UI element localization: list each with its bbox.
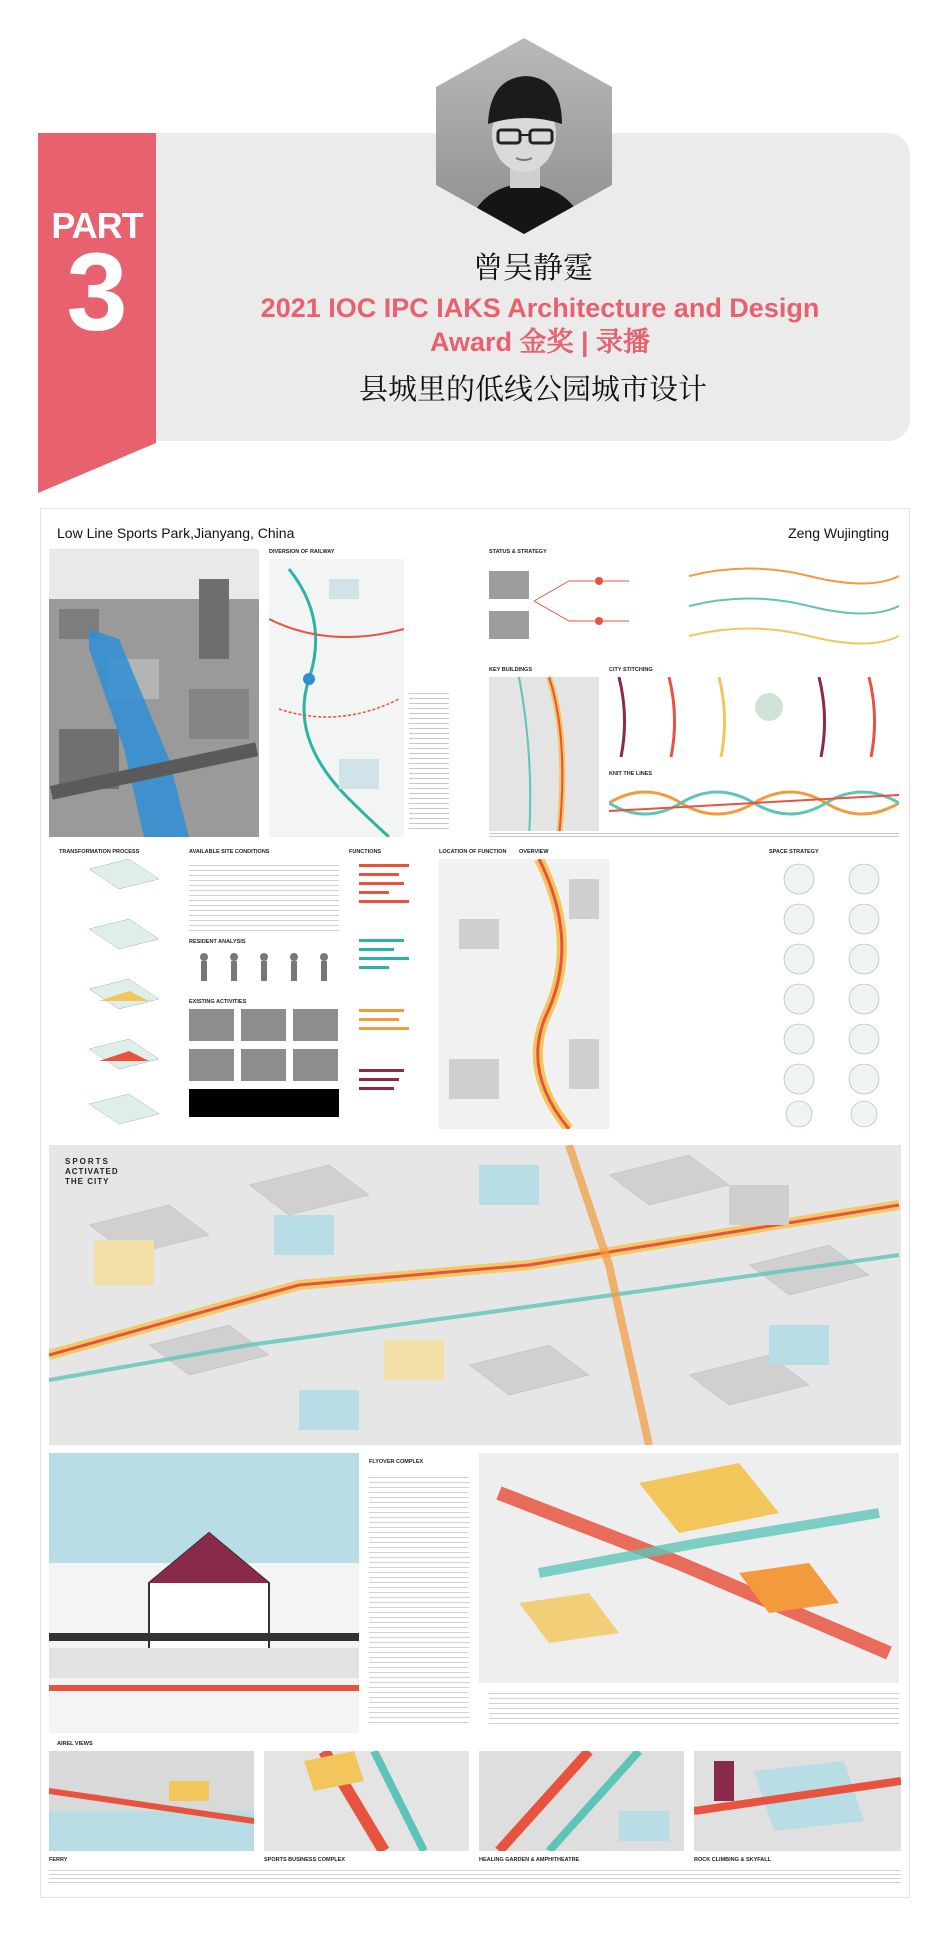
label-city-stitching: CITY STITCHING [609, 667, 653, 673]
flyover-axonometric [479, 1453, 899, 1683]
project-subtitle: 县城里的低线公园城市设计 [358, 372, 707, 406]
resident-figures [189, 949, 339, 989]
space-strategy-grid [769, 859, 899, 1129]
flyover-section [49, 1453, 359, 1733]
label-existing-activities: EXISTING ACTIVITIES [189, 999, 247, 1005]
text-column [369, 1473, 469, 1723]
label-activated: ACTIVATED [65, 1167, 119, 1176]
text-column [489, 1689, 899, 1725]
functions-diagram [349, 859, 429, 1129]
label-key-buildings: KEY BUILDINGS [489, 667, 532, 673]
label-location-of-function: LOCATION OF FUNCTION [439, 849, 507, 855]
section-functions [49, 849, 901, 1139]
award-line-2: Award 金奖 | 录播 [429, 327, 651, 357]
aerial-view-healing-garden [479, 1751, 684, 1851]
section-flyover-complex [49, 1453, 901, 1733]
award-title [220, 291, 860, 359]
railway-map [269, 559, 404, 837]
label-diversion-of-railway: DIVERSION OF RAILWAY [269, 549, 335, 555]
caption-ferry: FERRY [49, 1857, 68, 1863]
text-column [49, 1867, 901, 1885]
text-column [409, 689, 449, 829]
poster-author: Zeng Wujingting [788, 525, 889, 541]
transformation-diagram [59, 859, 179, 1129]
masterplan-axonometric [49, 1145, 901, 1445]
label-transformation-process: TRANSFORMATION PROCESS [59, 849, 140, 855]
label-space-strategy: SPACE STRATEGY [769, 849, 819, 855]
overview-map [439, 859, 609, 1129]
part-number: 3 [66, 231, 128, 354]
city-stitching-sketches [609, 677, 899, 757]
section-aerial-views [49, 1751, 901, 1891]
label-the-city: THE CITY [65, 1177, 110, 1186]
section-sports-activated [49, 1145, 901, 1445]
label-sports: SPORTS [65, 1157, 110, 1166]
caption-healing-garden: HEALING GARDEN & AMPHITHEATRE [479, 1857, 580, 1863]
label-flyover-complex-left: FLYOVER COMPLEX [369, 1459, 424, 1465]
portrait-avatar [436, 38, 612, 234]
text-column [189, 861, 339, 931]
competition-poster [40, 508, 910, 1898]
part-label: PART [51, 205, 143, 246]
aerial-view-ferry [49, 1751, 254, 1851]
caption-sports-business: SPORTS BUSINESS COMPLEX [264, 1857, 345, 1863]
label-overview: OVERVIEW [519, 849, 549, 855]
label-resident-analysis: RESIDENT ANALYSIS [189, 939, 246, 945]
label-status-strategy: STATUS & STRATEGY [489, 549, 547, 555]
knit-the-lines-diagram [609, 781, 899, 826]
poster-title: Low Line Sports Park,Jianyang, China [57, 525, 295, 541]
label-airel-views: AIREL VIEWS [57, 1741, 93, 1747]
existing-activities-photos [189, 1009, 339, 1119]
author-name: 曾吴静霆 [473, 251, 593, 286]
text-column [489, 831, 899, 837]
status-strategy-diagram [489, 561, 899, 656]
aerial-photo [49, 549, 259, 837]
label-functions: FUNCTIONS [349, 849, 382, 855]
caption-rock-climbing: ROCK CLIMBING & SKYFALL [694, 1857, 771, 1863]
award-line-1: 2021 IOC IPC IAKS Architecture and Design [260, 293, 820, 323]
label-knit-the-lines: KNIT THE LINES [609, 771, 653, 777]
aerial-view-sports-business [264, 1751, 469, 1851]
label-available-site-conditions: AVAILABLE SITE CONDITIONS [189, 849, 270, 855]
key-buildings-map [489, 677, 599, 837]
aerial-view-rock-climbing [694, 1751, 901, 1851]
section-site-analysis [49, 549, 901, 839]
